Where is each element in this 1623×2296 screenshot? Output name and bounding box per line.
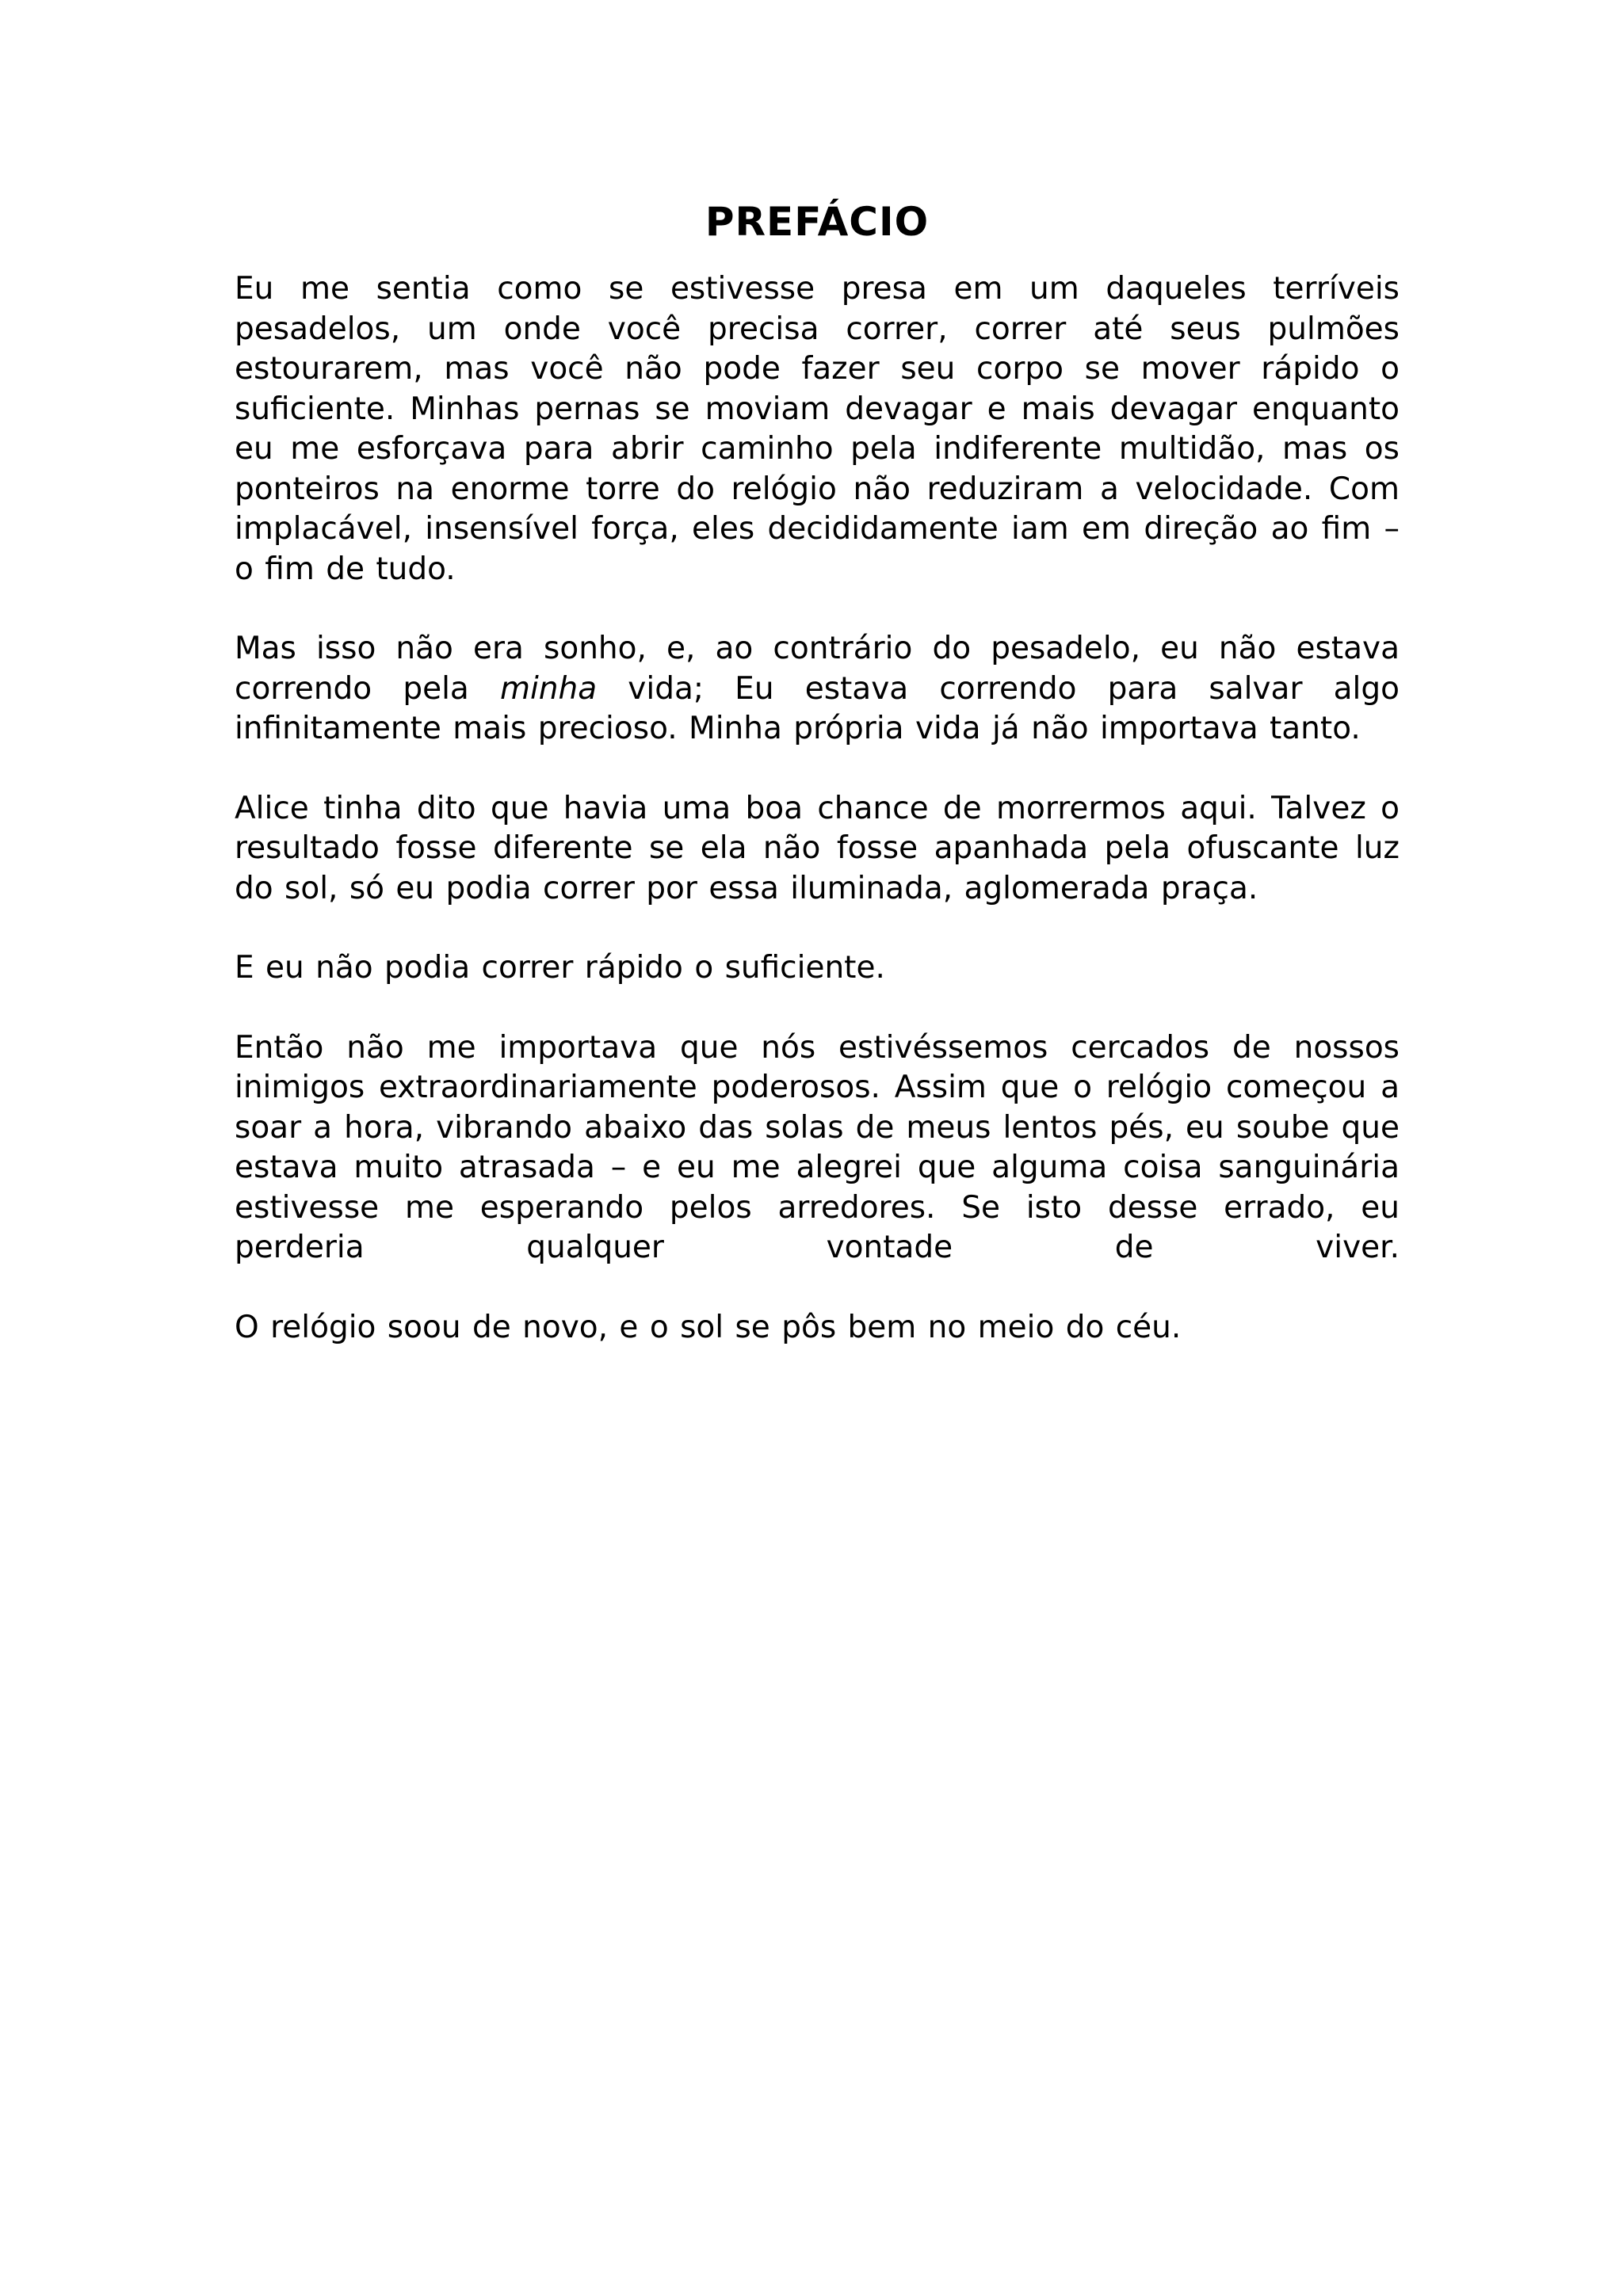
paragraph-4: E eu não podia correr rápido o suficiente. <box>235 950 885 986</box>
paragraph-3: Alice tinha dito que havia uma boa chance de morrermos aqui. Talvez o resultado fosse diferente se ela não fosse apanhada pela ofuscante luz do sol, só eu podia correr por essa iluminada, aglomerada praça. <box>235 790 1400 906</box>
paragraph-2-before: Mas isso não era sonho, e, ao contrário do pesadelo, eu não estava correndo pela <box>235 631 1400 707</box>
paragraph-2-italic: minha <box>499 670 598 707</box>
document-page <box>235 190 1400 1387</box>
paragraph-1: Eu me sentia como se estivesse presa em um daqueles terríveis pesadelos, um onde você precisa correr, correr até seus pulmões estourarem, mas você não pode fazer seu corpo se mover rápido o suficiente. Minhas pernas se moviam devagar e mais devagar enquanto eu me esforçava para abrir caminho pela indiferente multidão, mas os ponteiros na enorme torre do relógio não reduziram a velocidade. Com implacável, insensível força, eles decididamente iam em direção ao fim – o fim de tudo. <box>235 271 1400 587</box>
paragraph-2-after: vida; Eu estava correndo para salvar algo infinitamente mais precioso. Minha própria vida já não importava tanto. <box>235 670 1400 746</box>
paragraph-5: Então não me importava que nós estivéssemos cercados de nossos inimigos extraordinariamente poderosos. Assim que o relógio começou a soar a hora, vibrando abaixo das solas de meus lentos pés, eu soube que estava muito atrasada – e eu me alegrei que alguma coisa sanguinária estivesse me esperando pelos arredores. Se isto desse errado, eu perderia qualquer vontade de viver. <box>235 1029 1400 1265</box>
page-title: PREFÁCIO <box>705 199 930 245</box>
paragraph-2 <box>235 629 1400 749</box>
paragraph-6: O relógio soou de novo, e o sol se pôs bem no meio do céu. <box>235 1309 1182 1345</box>
